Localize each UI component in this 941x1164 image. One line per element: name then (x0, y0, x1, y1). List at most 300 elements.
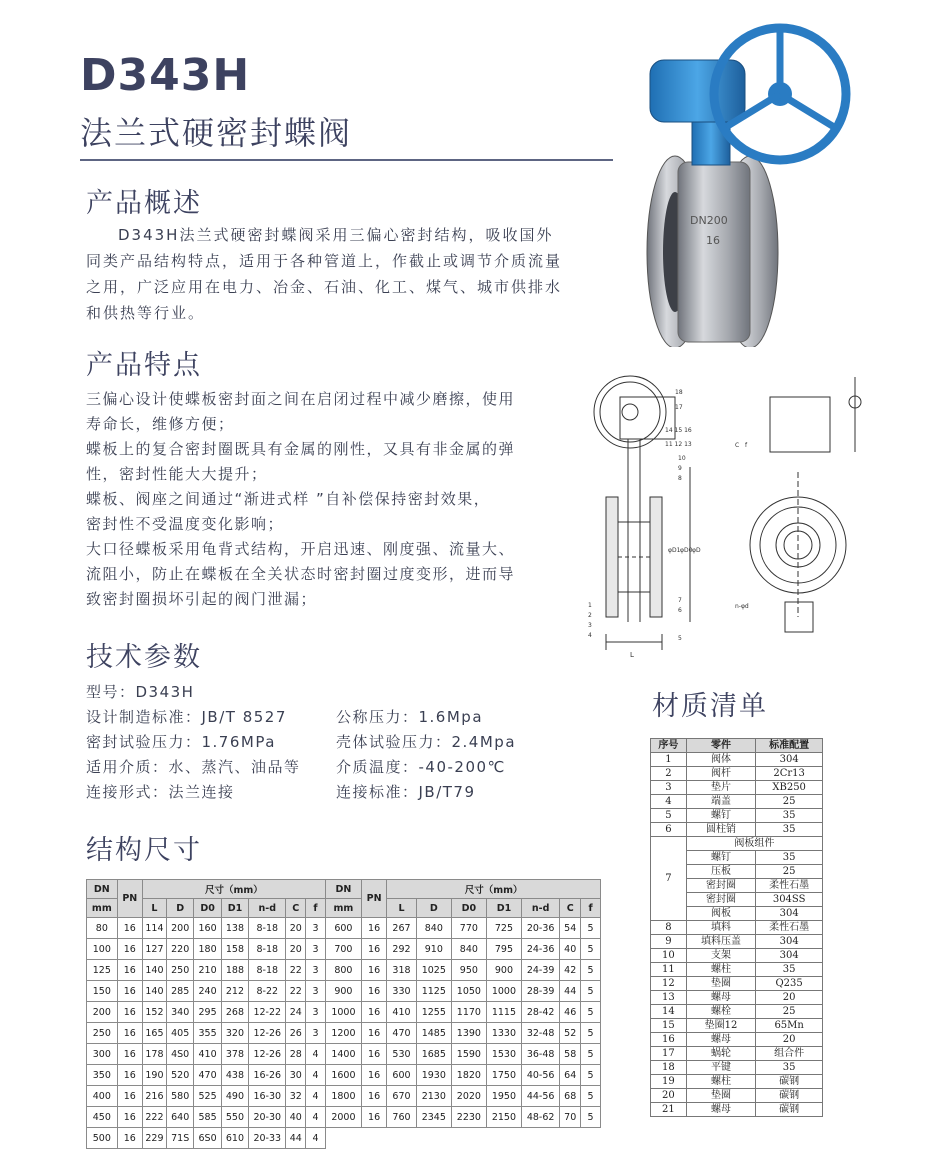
callout-7: 7 (678, 597, 682, 604)
mat-cell: 25 (756, 795, 823, 809)
mat-cell: 13 (651, 991, 687, 1005)
dims-cell: 80 (87, 918, 118, 939)
dims-cell: 2000 (325, 1107, 361, 1128)
specs-right (336, 705, 556, 805)
table-row (651, 1103, 823, 1117)
dims-col-l-2: L (387, 899, 417, 918)
dims-cell: 4 (306, 1086, 326, 1107)
dims-cell: 550 (221, 1107, 248, 1128)
mat-cell: 螺母 (686, 991, 755, 1005)
dims-cell: 16 (362, 1065, 387, 1086)
dims-cell: 1950 (486, 1086, 521, 1107)
dims-cell: 44 (560, 981, 581, 1002)
mat-cell: 螺钉 (686, 809, 755, 823)
dims-cell: 114 (142, 918, 166, 939)
dims-cell: 16 (117, 1065, 142, 1086)
mat-cell: 碳钢 (756, 1075, 823, 1089)
spec-connection: 连接形式：法兰连接 (86, 783, 235, 801)
dims-cell: 16 (362, 960, 387, 981)
dim-f: f (745, 442, 748, 449)
dims-cell: 40 (560, 939, 581, 960)
mat-cell: 16 (651, 1033, 687, 1047)
table-row (651, 1005, 823, 1019)
mat-cell: 圆柱销 (686, 823, 755, 837)
mat-cell: 阀杆 (686, 767, 755, 781)
dims-cell: 470 (194, 1065, 221, 1086)
mat-cell: 2 (651, 767, 687, 781)
table-row (87, 1128, 601, 1149)
mat-cell: 填料 (686, 921, 755, 935)
feature-line: 流阻小，防止在蝶板在全关状态时密封圈过度变形，进而导 (86, 565, 516, 583)
dims-cell: 16 (117, 1044, 142, 1065)
mat-cell: 蜗轮 (686, 1047, 755, 1061)
table-row (87, 1086, 601, 1107)
feature-line: 密封性不受温度变化影响； (86, 515, 285, 533)
table-row (87, 1044, 601, 1065)
dims-col-d1-2: D1 (486, 899, 521, 918)
mat-cell: 25 (756, 865, 823, 879)
dims-cell: 3 (306, 1023, 326, 1044)
dims-cell: 24 (286, 1002, 306, 1023)
callout-6: 6 (678, 607, 682, 614)
body-size-mark: DN200 (690, 214, 728, 227)
features-heading: 产品特点 (86, 350, 202, 381)
dims-cell: 8-18 (249, 960, 286, 981)
mat-cell: 填料压盖 (686, 935, 755, 949)
mat-cell: 8 (651, 921, 687, 935)
dims-col-c: C (286, 899, 306, 918)
dims-cell: 1485 (416, 1023, 451, 1044)
dims-cell: 20 (286, 918, 306, 939)
dims-cell: 900 (486, 960, 521, 981)
callout-14-16: 14 15 16 (665, 427, 692, 434)
dims-cell: 36-48 (521, 1044, 559, 1065)
dims-cell: 800 (325, 960, 361, 981)
dims-cell: 1125 (416, 981, 451, 1002)
mat-cell: 碳钢 (756, 1089, 823, 1103)
mat-cell: 垫圈 (686, 977, 755, 991)
feature-line: 大口径蝶板采用龟背式结构，开启迅速、刚度强、流量大、 (86, 540, 516, 558)
dims-cell: 16 (117, 939, 142, 960)
dims-cell: 8-18 (249, 939, 286, 960)
mat-cell: 304 (756, 907, 823, 921)
dims-cell: 2345 (416, 1107, 451, 1128)
dims-cell: 795 (486, 939, 521, 960)
dims-cell: 216 (142, 1086, 166, 1107)
dims-cell: 450 (87, 1107, 118, 1128)
dims-cell: 12-26 (249, 1044, 286, 1065)
table-row (651, 991, 823, 1005)
overview-line: 和供热等行业。 (86, 304, 206, 322)
dims-cell: 178 (142, 1044, 166, 1065)
dims-cell: 410 (387, 1002, 417, 1023)
dims-cell: 2150 (486, 1107, 521, 1128)
dims-cell: 268 (221, 1002, 248, 1023)
mat-cell: 304 (756, 935, 823, 949)
dims-cell: 1115 (486, 1002, 521, 1023)
dims-cell: 180 (194, 939, 221, 960)
dims-cell: 1750 (486, 1065, 521, 1086)
table-row (651, 1089, 823, 1103)
dims-cell: 1255 (416, 1002, 451, 1023)
dims-cell: 70 (560, 1107, 581, 1128)
dims-cell: 28 (286, 1044, 306, 1065)
dims-cell: 525 (194, 1086, 221, 1107)
callout-17: 17 (675, 404, 683, 411)
technical-drawing (580, 372, 880, 662)
dims-cell: 16 (362, 939, 387, 960)
dims-cell: 28-39 (521, 981, 559, 1002)
dims-cell: 5 (581, 1065, 601, 1086)
dims-cell: 1800 (325, 1086, 361, 1107)
dims-cell: 1330 (486, 1023, 521, 1044)
product-subtitle: 法兰式硬密封蝶阀 (80, 114, 353, 152)
dims-cell: 770 (451, 918, 486, 939)
dims-col-nd: n-d (249, 899, 286, 918)
dims-cell: 5 (581, 960, 601, 981)
feature-line: 致密封圈损坏引起的阀门泄漏； (86, 590, 318, 608)
dims-cell: 3 (306, 960, 326, 981)
mat-cell: 垫圈 (686, 1089, 755, 1103)
dims-cell: 240 (194, 981, 221, 1002)
dims-cell: 250 (87, 1023, 118, 1044)
dims-cell: 165 (142, 1023, 166, 1044)
mat-cell: 螺母 (686, 1033, 755, 1047)
mat-cell: 垫片 (686, 781, 755, 795)
dims-cell: 1820 (451, 1065, 486, 1086)
feature-line: 三偏心设计使蝶板密封面之间在启闭过程中减少磨擦，使用 (86, 390, 516, 408)
mat-cell: 2Cr13 (756, 767, 823, 781)
table-row (651, 1061, 823, 1075)
dims-cell: 16-26 (249, 1065, 286, 1086)
mat-cell: 4 (651, 795, 687, 809)
callout-10: 10 (678, 455, 686, 462)
dim-l: L (630, 651, 634, 659)
dims-cell: 760 (387, 1107, 417, 1128)
specs-heading: 技术参数 (86, 642, 202, 673)
dims-cell: 16-30 (249, 1086, 286, 1107)
callout-5: 5 (678, 635, 682, 642)
mat-col-material: 标准配置 (756, 739, 823, 753)
dims-cell: 295 (194, 1002, 221, 1023)
dims-cell: 600 (387, 1065, 417, 1086)
dims-size-label-2: 尺寸（mm） (387, 880, 601, 899)
dims-cell: 5 (581, 1023, 601, 1044)
dims-cell: 600 (325, 918, 361, 939)
dims-cell: 1170 (451, 1002, 486, 1023)
mat-cell: 平键 (686, 1061, 755, 1075)
dims-cell: 285 (166, 981, 193, 1002)
mat-cell: 螺柱 (686, 1075, 755, 1089)
dims-cell: 1590 (451, 1044, 486, 1065)
dim-d: φD (692, 547, 701, 554)
valve-photo (630, 12, 860, 347)
dims-cell: 267 (387, 918, 417, 939)
dims-cell: 30 (286, 1065, 306, 1086)
spec-nominal-pressure: 公称压力：1.6Mpa (336, 708, 484, 726)
mat-cell: 18 (651, 1061, 687, 1075)
dims-cell: 40 (286, 1107, 306, 1128)
overview-heading: 产品概述 (86, 188, 202, 219)
dims-cell: 127 (142, 939, 166, 960)
mat-cell: 35 (756, 851, 823, 865)
mat-cell: 20 (651, 1089, 687, 1103)
dims-cell: 3 (306, 918, 326, 939)
dims-cell: 16 (362, 918, 387, 939)
dims-cell: 16 (362, 1044, 387, 1065)
table-row (651, 921, 823, 935)
dims-cell: 24-36 (521, 939, 559, 960)
mat-cell: 12 (651, 977, 687, 991)
dims-cell: 2130 (416, 1086, 451, 1107)
dims-col-f: f (306, 899, 326, 918)
specs-left (86, 705, 326, 805)
callout-1: 1 (588, 602, 592, 609)
dims-cell: 670 (387, 1086, 417, 1107)
mat-cell: 3 (651, 781, 687, 795)
dims-cell: 212 (221, 981, 248, 1002)
dims-cell: 5 (581, 1086, 601, 1107)
dims-cell: 950 (451, 960, 486, 981)
dims-empty-cell (325, 1128, 600, 1149)
dims-cell: 2020 (451, 1086, 486, 1107)
dimensions-table (86, 879, 601, 1149)
dims-cell: 190 (142, 1065, 166, 1086)
dims-mm-label: mm (87, 899, 118, 918)
dims-cell: 125 (87, 960, 118, 981)
dims-cell: 580 (166, 1086, 193, 1107)
dims-cell: 16 (117, 1128, 142, 1149)
mat-cell: 19 (651, 1075, 687, 1089)
dims-cell: 24-39 (521, 960, 559, 981)
dims-col-f-2: f (581, 899, 601, 918)
dims-cell: 32 (286, 1086, 306, 1107)
dims-cell: 3 (306, 1002, 326, 1023)
table-row (87, 1002, 601, 1023)
dims-cell: 26 (286, 1023, 306, 1044)
callout-4: 4 (588, 632, 592, 639)
dim-d1: φD1 (668, 547, 681, 554)
dims-cell: 410 (194, 1044, 221, 1065)
dims-cell: 5 (581, 981, 601, 1002)
dims-cell: 340 (166, 1002, 193, 1023)
dims-cell: 350 (87, 1065, 118, 1086)
materials-header-row (651, 739, 823, 753)
dims-cell: 5 (581, 1002, 601, 1023)
table-row (87, 1065, 601, 1086)
dims-cell: 320 (221, 1023, 248, 1044)
dims-cell: 1400 (325, 1044, 361, 1065)
overview-line: 之用，广泛应用在电力、冶金、石油、化工、煤气、城市供排水 (86, 278, 563, 296)
feature-line: 蝶板、阀座之间通过“渐进式样 ”自补偿保持密封效果， (86, 490, 491, 508)
mat-cell: 35 (756, 823, 823, 837)
dims-cell: 44-56 (521, 1086, 559, 1107)
materials-rows-b (651, 921, 823, 1117)
table-row (87, 918, 601, 939)
table-row (651, 795, 823, 809)
dims-col-d0-2: D0 (451, 899, 486, 918)
mat-cell: 9 (651, 935, 687, 949)
table-row (651, 935, 823, 949)
mat-cell: 20 (756, 1033, 823, 1047)
mat-group-title: 阀板组件 (686, 837, 822, 851)
dims-cell: 585 (194, 1107, 221, 1128)
dims-cell: 1050 (451, 981, 486, 1002)
dims-cell: 3 (306, 981, 326, 1002)
dims-cell: 150 (87, 981, 118, 1002)
dims-cell: 1025 (416, 960, 451, 981)
body-pn-mark: 16 (706, 234, 720, 247)
dims-cell: 22 (286, 960, 306, 981)
dims-pn-label-2: PN (362, 880, 387, 918)
dims-cell: 16 (362, 981, 387, 1002)
dims-cell: 140 (142, 981, 166, 1002)
dims-cell: 20-36 (521, 918, 559, 939)
dims-cell: 158 (221, 939, 248, 960)
dims-col-l: L (142, 899, 166, 918)
table-row (651, 1075, 823, 1089)
dims-cell: 22 (286, 981, 306, 1002)
dims-cell: 640 (166, 1107, 193, 1128)
dims-cell: 470 (387, 1023, 417, 1044)
mat-cell: 21 (651, 1103, 687, 1117)
materials-rows-a (651, 753, 823, 837)
dims-cell: 530 (387, 1044, 417, 1065)
overview-line: 同类产品结构特点，适用于各种管道上，作截止或调节介质流量 (86, 252, 563, 270)
dim-d0: φD0 (680, 547, 693, 554)
mat-cell: 304 (756, 949, 823, 963)
mat-cell: 35 (756, 963, 823, 977)
mat-cell: XB250 (756, 781, 823, 795)
dims-cell: 12-22 (249, 1002, 286, 1023)
mat-cell: 35 (756, 1061, 823, 1075)
dims-cell: 16 (117, 1086, 142, 1107)
spec-design-standard: 设计制造标准：JB/T 8527 (86, 708, 287, 726)
dims-header-row-2 (87, 899, 601, 918)
dims-cell: 1200 (325, 1023, 361, 1044)
spec-shell-test-pressure: 壳体试验压力：2.4Mpa (336, 733, 517, 751)
dims-cell: 200 (166, 918, 193, 939)
feature-line: 性，密封性能大大提升； (86, 465, 268, 483)
dims-cell: 16 (362, 1086, 387, 1107)
dim-c: C (735, 442, 740, 449)
dims-cell: 330 (387, 981, 417, 1002)
dims-cell: 188 (221, 960, 248, 981)
dims-cell: 4 (306, 1107, 326, 1128)
materials-group (651, 837, 823, 921)
dims-cell: 5 (581, 1107, 601, 1128)
table-row (651, 1033, 823, 1047)
dims-cell: 40-56 (521, 1065, 559, 1086)
dims-col-d: D (166, 899, 193, 918)
dims-mm-label-2: mm (325, 899, 361, 918)
dims-cell: 2230 (451, 1107, 486, 1128)
dims-cell: 4 (306, 1065, 326, 1086)
dims-cell: 71S (166, 1128, 193, 1149)
mat-cell: 端盖 (686, 795, 755, 809)
dims-cell: 28-42 (521, 1002, 559, 1023)
dims-cell: 250 (166, 960, 193, 981)
dims-cell: 355 (194, 1023, 221, 1044)
dims-cell: 8-22 (249, 981, 286, 1002)
dimensions-rows (87, 918, 601, 1149)
dims-cell: 32-48 (521, 1023, 559, 1044)
dims-cell: 4 (306, 1044, 326, 1065)
dims-cell: 16 (117, 1107, 142, 1128)
features-text (86, 387, 546, 612)
dims-cell: 8-18 (249, 918, 286, 939)
dims-cell: 44 (286, 1128, 306, 1149)
table-row (87, 981, 601, 1002)
model-title: D343H (80, 50, 251, 101)
dims-cell: 16 (117, 1023, 142, 1044)
mat-cell: 碳钢 (756, 1103, 823, 1117)
dims-cell: 300 (87, 1044, 118, 1065)
mat-cell: 阀板 (686, 907, 755, 921)
dims-cell: 16 (117, 1002, 142, 1023)
dims-cell: 725 (486, 918, 521, 939)
mat-cell: Q235 (756, 977, 823, 991)
dims-cell: 400 (87, 1086, 118, 1107)
dims-cell: 222 (142, 1107, 166, 1128)
dims-dn-label-2: DN (325, 880, 361, 899)
mat-cell: 密封圈 (686, 893, 755, 907)
callout-11-13: 11 12 13 (665, 441, 692, 448)
dims-cell: 500 (87, 1128, 118, 1149)
spec-seal-test-pressure: 密封试验压力：1.76MPa (86, 733, 276, 751)
dims-cell: 152 (142, 1002, 166, 1023)
table-row (651, 963, 823, 977)
dims-cell: 700 (325, 939, 361, 960)
dims-col-nd-2: n-d (521, 899, 559, 918)
dims-cell: 840 (451, 939, 486, 960)
dims-cell: 16 (362, 1107, 387, 1128)
dims-cell: 1600 (325, 1065, 361, 1086)
mat-cell: 螺栓 (686, 1005, 755, 1019)
spec-model: 型号：D343H (86, 683, 195, 701)
overview-line: D343H法兰式硬密封蝶阀采用三偏心密封结构，吸收国外 (118, 226, 554, 244)
mat-cell: 20 (756, 991, 823, 1005)
mat-cell: 14 (651, 1005, 687, 1019)
dims-cell: 68 (560, 1086, 581, 1107)
table-row (87, 939, 601, 960)
title-divider (80, 159, 613, 161)
mat-cell: 螺钉 (686, 851, 755, 865)
mat-cell: 柔性石墨 (756, 921, 823, 935)
dims-cell: 1685 (416, 1044, 451, 1065)
dims-cell: 910 (416, 939, 451, 960)
dims-cell: 20-30 (249, 1107, 286, 1128)
mat-cell: 压板 (686, 865, 755, 879)
dims-cell: 48-62 (521, 1107, 559, 1128)
dims-cell: 58 (560, 1044, 581, 1065)
mat-cell: 螺母 (686, 1103, 755, 1117)
dims-cell: 292 (387, 939, 417, 960)
dims-header-row-1 (87, 880, 601, 899)
dims-cell: 1000 (486, 981, 521, 1002)
spec-temperature: 介质温度：-40-200℃ (336, 758, 506, 776)
callout-18: 18 (675, 389, 683, 396)
dims-cell: 5 (581, 1044, 601, 1065)
overview-text (86, 222, 566, 326)
table-row (651, 781, 823, 795)
dims-cell: 54 (560, 918, 581, 939)
table-row (651, 1019, 823, 1033)
mat-cell: 17 (651, 1047, 687, 1061)
mat-cell: 螺柱 (686, 963, 755, 977)
dims-cell: 16 (117, 981, 142, 1002)
mat-cell: 5 (651, 809, 687, 823)
